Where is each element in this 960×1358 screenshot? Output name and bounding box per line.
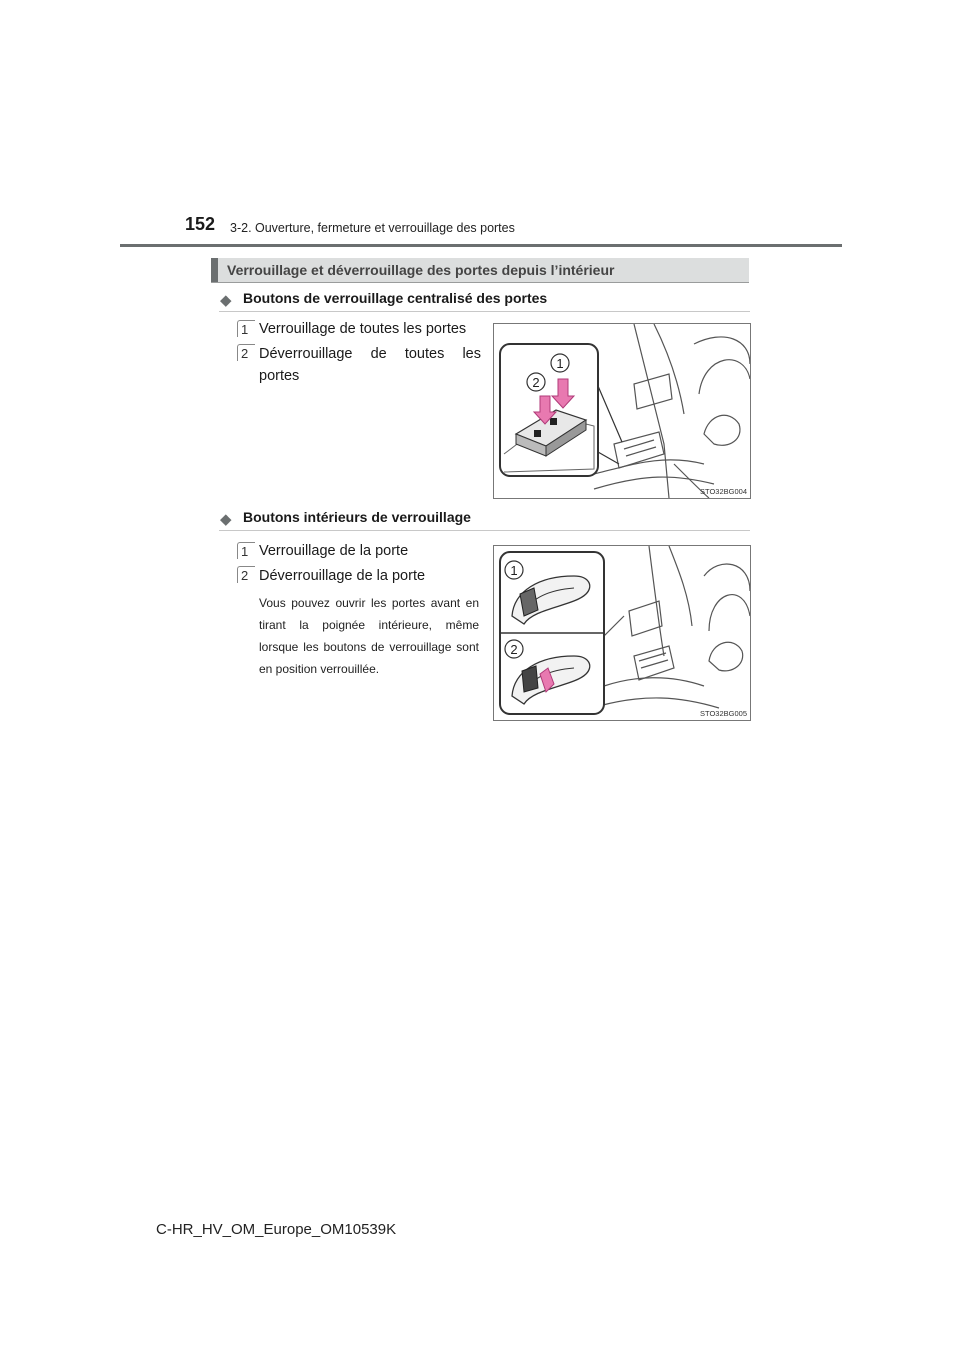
- central-lock-illustration: [494, 324, 750, 498]
- header-rule: [120, 244, 842, 247]
- item-number: 2: [237, 344, 255, 361]
- figure-central-lock-switch: [493, 323, 751, 499]
- section-heading: [211, 258, 749, 283]
- item-text: Verrouillage de la porte: [259, 543, 409, 559]
- figure-code: STO32BG005: [700, 709, 747, 718]
- callout-1: 1: [556, 356, 564, 371]
- document-footer: C-HR_HV_OM_Europe_OM10539K: [156, 1221, 397, 1238]
- callout-1: 1: [510, 563, 518, 578]
- subheading-inside-lock-buttons: [219, 506, 750, 531]
- figure-inside-lock-button: [493, 545, 751, 721]
- diamond-bullet-icon: ◆: [220, 292, 232, 309]
- figure-code: STO32BG004: [700, 487, 747, 496]
- section-title: 3-2. Ouverture, fermeture et verrouillage des portes: [230, 221, 515, 235]
- subheading-text: Boutons de verrouillage centralisé des portes: [243, 290, 548, 306]
- item-text: Déverrouillage de toutes les portes: [259, 346, 481, 384]
- heading-accent-bar: [211, 258, 218, 282]
- item-number: 2: [237, 566, 255, 583]
- item-text: Verrouillage de toutes les portes: [259, 321, 467, 337]
- item-text: Déverrouillage de la porte: [259, 568, 426, 584]
- page-number: 152: [185, 214, 216, 234]
- item-number: 1: [237, 542, 255, 559]
- item-number: 1: [237, 320, 255, 337]
- section-heading-text: Verrouillage et déverrouillage des portes depuis l’intérieur: [227, 262, 615, 278]
- callout-2: 2: [532, 375, 540, 390]
- subheading-text: Boutons intérieurs de verrouillage: [243, 509, 471, 525]
- diamond-bullet-icon: ◆: [220, 511, 232, 528]
- callout-2: 2: [510, 642, 518, 657]
- subheading-central-locking: [219, 287, 750, 312]
- note-text: Vous pouvez ouvrir les portes avant en tirant la poignée intérieure, même lorsque les boutons de verrouillage sont en position verrouillée.: [259, 596, 479, 676]
- inside-lock-illustration: [494, 546, 750, 720]
